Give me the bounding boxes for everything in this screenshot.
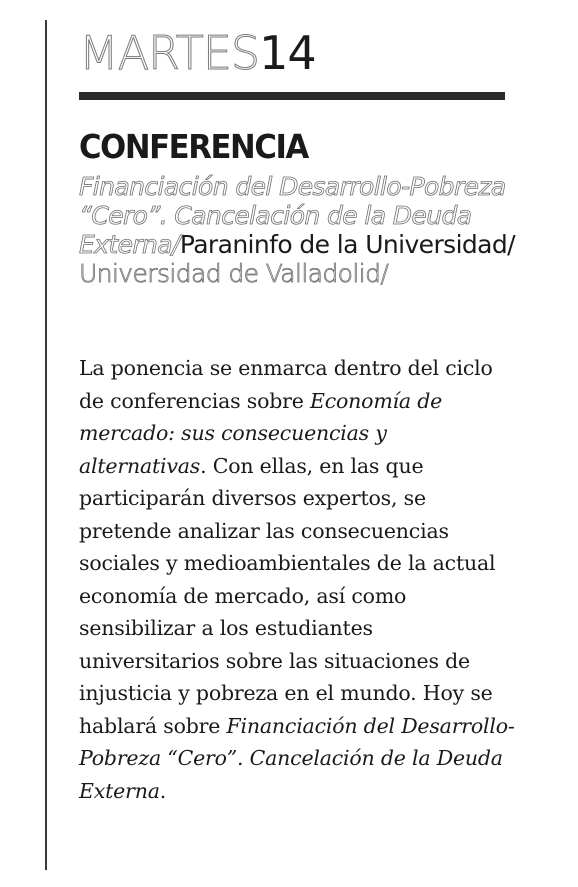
event-category: CONFERENCIA xyxy=(79,127,308,166)
date-header xyxy=(79,26,316,80)
event-title: Financiación del Desarrollo-Pobreza “Cero”. Cancelación de la Deuda Externa/ xyxy=(79,172,506,259)
description-text: La ponencia se enmarca dentro del ciclo de conferencias sobre xyxy=(79,356,493,413)
description-text: . xyxy=(159,778,167,803)
day-name: MARTES xyxy=(79,26,260,80)
event-venue: Paraninfo de la Universidad/ xyxy=(179,230,515,259)
event-description xyxy=(79,352,519,807)
description-text: . Con ellas, en las que participarán diversos expertos, se pretende analizar las consecuencias sociales y medioambientales de la actual economía de mercado, así como sensibilizar a los estudiantes universitarios sobre las situaciones de injusticia y pobreza en el mundo. Hoy se hablará sobre xyxy=(79,453,496,738)
event-info xyxy=(79,172,519,288)
description-italic-topic: Financiación del Desarrollo-Pobreza “Cero”. Cancelación de la Deuda Externa xyxy=(79,713,515,803)
day-number: 14 xyxy=(259,26,316,80)
description-italic-series: Economía de mercado: sus consecuencias y alternativas xyxy=(79,388,443,478)
event-organizer: Universidad de Valladolid/ xyxy=(79,259,389,288)
column-divider xyxy=(45,20,47,870)
header-rule xyxy=(79,92,505,100)
